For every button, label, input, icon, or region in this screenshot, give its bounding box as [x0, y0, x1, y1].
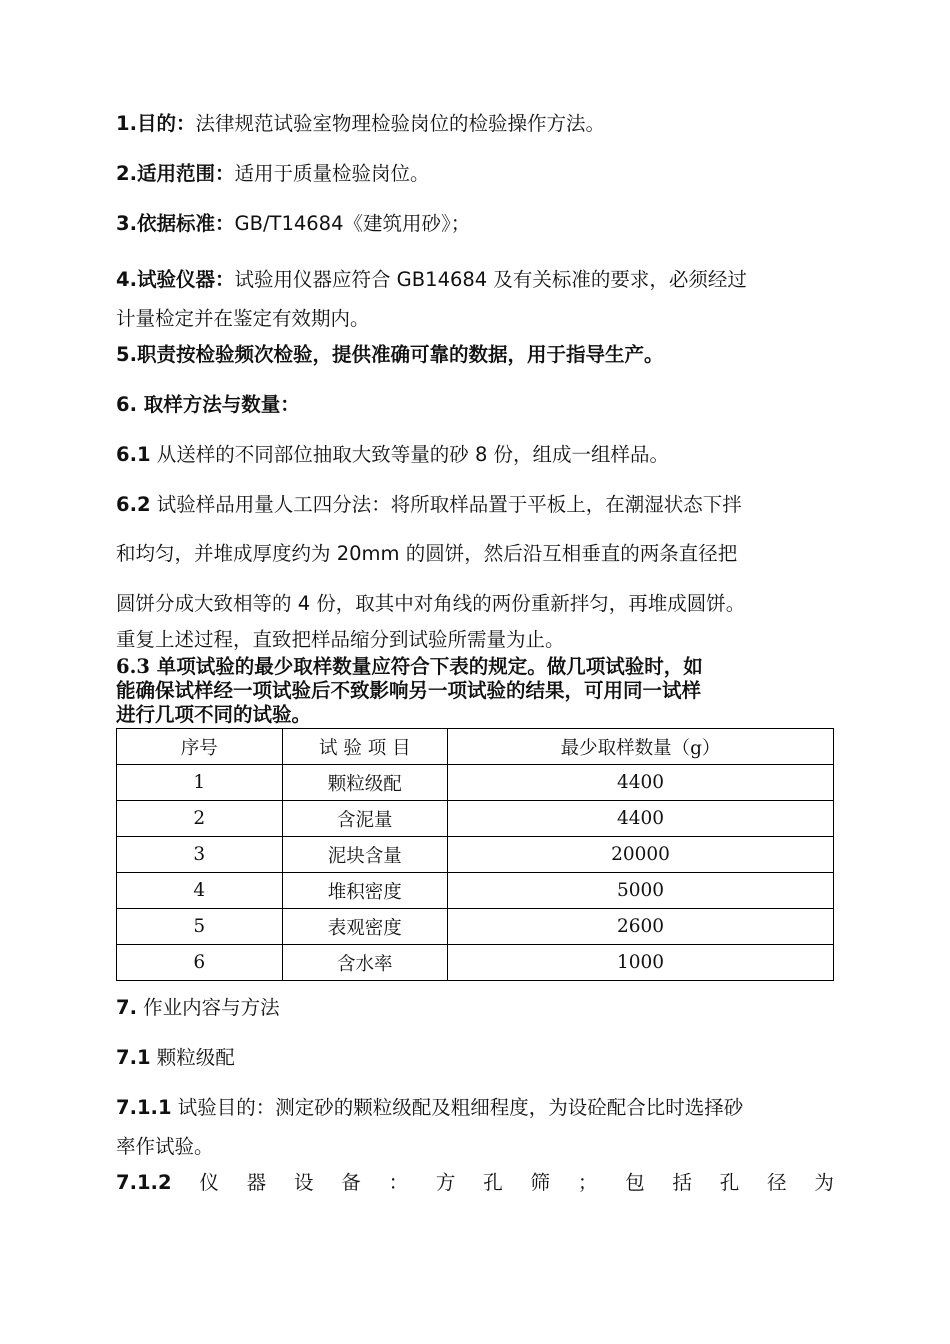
section-7-1-2-word: 孔 — [483, 1171, 503, 1194]
table-header-row — [117, 729, 834, 765]
section-7-1-1-number: 7.1.1 — [116, 1096, 172, 1119]
section-7-1-1-line-2: 率作试验。 — [116, 1135, 214, 1158]
section-7-1-text: 颗粒级配 — [150, 1046, 235, 1069]
section-7-1-1-line-1: 试验目的：测定砂的颗粒级配及粗细程度，为设砼配合比时选择砂 — [171, 1096, 744, 1119]
cell-test-item: 颗粒级配 — [282, 765, 448, 801]
table-row — [117, 909, 834, 945]
section-7-1-2-word: ； — [577, 1171, 598, 1194]
cell-quantity: 5000 — [448, 873, 834, 909]
section-7-1-2-word: 方 — [435, 1171, 456, 1194]
section-7 — [116, 996, 836, 1020]
section-7-1-2-word: 筛 — [530, 1171, 551, 1194]
section-4-label: 4.试验仪器： — [116, 268, 235, 291]
section-3-label: 3.依据标准： — [116, 212, 235, 235]
cell-test-item: 含水率 — [282, 945, 448, 981]
section-3 — [116, 212, 836, 236]
section-2-label: 2.适用范围： — [116, 162, 235, 185]
section-6-1-number: 6.1 — [116, 443, 151, 466]
section-7-1-2-word: 径 — [767, 1171, 787, 1194]
section-1-label: 1.目的： — [116, 112, 196, 135]
section-1-text: 法律规范试验室物理检验岗位的检验操作方法。 — [195, 112, 605, 135]
section-6-3-line-2: 能确保试样经一项试验后不致影响另一项试验的结果，可用同一试样 — [116, 679, 702, 702]
section-7-1-2 — [116, 1171, 834, 1195]
section-7-1-2-word: 器 — [246, 1171, 267, 1194]
section-7-text: 作业内容与方法 — [136, 996, 280, 1019]
section-7-1-2-word: 为 — [814, 1171, 834, 1194]
section-7-1-1 — [116, 1096, 836, 1120]
cell-index: 5 — [117, 909, 283, 945]
section-7-1-2-word: 括 — [672, 1171, 692, 1194]
table-row — [117, 837, 834, 873]
cell-test-item: 含泥量 — [282, 801, 448, 837]
section-6-2-line-3: 圆饼分成大致相等的 4 份，取其中对角线的两份重新拌匀，再堆成圆饼。 — [116, 592, 746, 615]
cell-test-item: 泥块含量 — [282, 837, 448, 873]
section-4-line-2: 计量检定并在鉴定有效期内。 — [116, 307, 370, 330]
section-1 — [116, 112, 836, 136]
header-test-item: 试 验 项 目 — [282, 729, 448, 765]
section-6-heading: 6. 取样方法与数量： — [116, 393, 300, 416]
section-7-1 — [116, 1046, 836, 1070]
cell-quantity: 4400 — [448, 765, 834, 801]
section-3-text: GB/T14684《建筑用砂》； — [234, 212, 471, 235]
header-min-quantity: 最少取样数量（g） — [448, 729, 834, 765]
section-7-1-2-number: 7.1.2 — [116, 1171, 172, 1194]
section-6-2-line-2: 和均匀，并堆成厚度约为 20mm 的圆饼，然后沿互相垂直的两条直径把 — [116, 542, 738, 565]
section-7-1-2-word: 孔 — [719, 1171, 740, 1194]
cell-test-item: 表观密度 — [282, 909, 448, 945]
section-7-1-2-word: ： — [388, 1171, 409, 1194]
header-index: 序号 — [117, 729, 283, 765]
section-6-3-line-1: 6.3 单项试验的最少取样数量应符合下表的规定。做几项试验时，如 — [116, 655, 703, 678]
section-7-1-2-word: 包 — [625, 1171, 645, 1194]
cell-index: 6 — [117, 945, 283, 981]
section-4-line-1: 试验用仪器应符合 GB14684 及有关标准的要求，必须经过 — [234, 268, 747, 291]
cell-test-item: 堆积密度 — [282, 873, 448, 909]
cell-quantity: 2600 — [448, 909, 834, 945]
section-6-1-text: 从送样的不同部位抽取大致等量的砂 8 份，组成一组样品。 — [150, 443, 670, 466]
section-4 — [116, 268, 836, 292]
cell-index: 4 — [117, 873, 283, 909]
cell-quantity: 4400 — [448, 801, 834, 837]
table-row — [117, 801, 834, 837]
cell-quantity: 1000 — [448, 945, 834, 981]
section-6-1 — [116, 443, 836, 467]
section-6-3 — [116, 655, 836, 727]
section-7-1-number: 7.1 — [116, 1046, 151, 1069]
section-6-2-line-4: 重复上述过程，直致把样品缩分到试验所需量为止。 — [116, 628, 565, 651]
section-7-1-2-word: 备 — [341, 1171, 361, 1194]
section-7-1-2-word: 仪 — [199, 1171, 219, 1194]
section-6-3-line-3: 进行几项不同的试验。 — [116, 703, 312, 726]
section-2 — [116, 162, 836, 186]
section-6-2-number: 6.2 — [116, 493, 151, 516]
cell-index: 3 — [117, 837, 283, 873]
section-7-number: 7. — [116, 996, 137, 1019]
cell-quantity: 20000 — [448, 837, 834, 873]
cell-index: 1 — [117, 765, 283, 801]
section-2-text: 适用于质量检验岗位。 — [234, 162, 430, 185]
section-7-1-2-word: 设 — [293, 1171, 314, 1194]
table-row — [117, 873, 834, 909]
section-6-2-line-1: 试验样品用量人工四分法：将所取样品置于平板上，在潮湿状态下拌 — [150, 493, 742, 516]
section-6-2 — [116, 493, 836, 517]
cell-index: 2 — [117, 801, 283, 837]
table-row — [117, 945, 834, 981]
sampling-table — [116, 728, 834, 981]
section-5: 5.职责按检验频次检验，提供准确可靠的数据，用于指导生产。 — [116, 343, 664, 366]
table-row — [117, 765, 834, 801]
